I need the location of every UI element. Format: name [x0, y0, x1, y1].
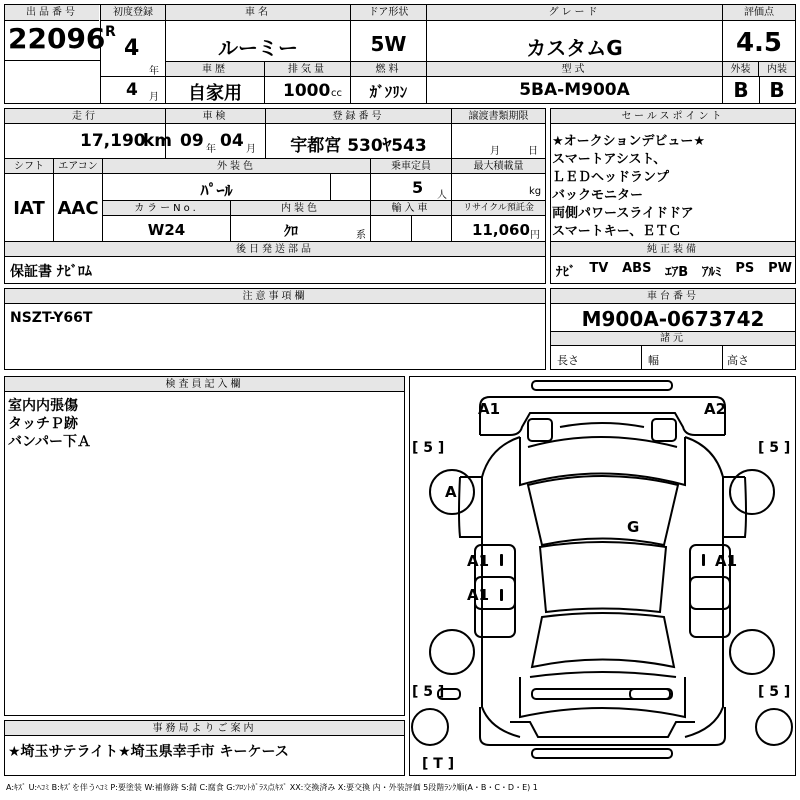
- history-label: 車歴: [166, 62, 264, 77]
- tread-label: [ T ]: [422, 756, 455, 772]
- sales-line: スマートキー、ＥＴＣ: [552, 224, 682, 239]
- equipment-label: 純正装備: [551, 242, 795, 257]
- load-label: 最大積載量: [452, 159, 545, 174]
- sales-label: セールスポイント: [551, 109, 795, 124]
- damage-mark: A: [445, 483, 457, 501]
- ac-value: AAC: [57, 198, 99, 219]
- sales-line: ★オークションデビュー★: [552, 134, 706, 149]
- office-value: ★埼玉サテライト★埼玉県幸手市 キーケース: [8, 744, 289, 760]
- mileage-value: 17,190: [80, 131, 146, 151]
- reg-year: 4: [124, 36, 140, 61]
- equipment-item: PW: [768, 261, 792, 276]
- capacity-unit: 人: [437, 190, 447, 201]
- inspector-line: 室内内張傷: [8, 398, 78, 414]
- tire-front-right: [ 5 ]: [758, 440, 791, 456]
- int-color-unit: 系: [356, 230, 366, 241]
- car-name: ルーミー: [218, 36, 298, 60]
- mileage-label: 走行: [5, 109, 165, 124]
- equipment-list: [556, 261, 792, 280]
- color-no-label: カラーNo.: [103, 201, 230, 216]
- int-color-label: 内装色: [231, 201, 370, 216]
- equipment-item: ﾅﾋﾞ: [556, 265, 576, 280]
- inspection-year-unit: 年: [206, 144, 216, 155]
- model-value: 5BA-M900A: [519, 80, 630, 100]
- sales-line: ＬＥＤヘッドランプ: [552, 170, 670, 185]
- car-diagram: [410, 377, 795, 775]
- later-parts-label: 後日発送部品: [5, 242, 545, 257]
- first-reg-label: 初度登録: [101, 5, 165, 21]
- displacement-unit: cc: [331, 88, 342, 99]
- sales-line: 両側パワースライドドア: [552, 206, 694, 221]
- transfer-month: 月: [490, 146, 500, 157]
- era: R: [105, 24, 116, 40]
- equipment-item: ｱﾙﾐ: [702, 265, 722, 280]
- fuel-label: 燃料: [351, 62, 426, 77]
- load-unit: kg: [529, 186, 542, 197]
- shift-label: シフト: [5, 159, 53, 174]
- car-name-label: 車名: [166, 5, 350, 21]
- notes-label: 注意事項欄: [5, 289, 545, 304]
- equipment-item: PS: [735, 261, 755, 276]
- damage-mark: A2: [704, 400, 727, 418]
- legend-text: A:ｷｽﾞ U:ﾍｺﾐ B:ｷｽﾞを伴うﾍｺﾐ P:要塗装 W:補修跡 S:錆 C:腐食 G:ﾌﾛﾝﾄｶﾞﾗｽ点ｷｽﾞ XX:交換済み X:要交換 内・外装評価 5段階ﾗﾝｸ順(A・B・C・D・E) 1: [6, 783, 538, 792]
- capacity-value: 5: [412, 178, 424, 197]
- color-no-value: W24: [147, 221, 186, 239]
- shift-value: IAT: [13, 198, 45, 219]
- reg-number-value: 宇都宮 530ﾔ543: [290, 136, 427, 156]
- model-label: 型式: [427, 62, 722, 77]
- ext-color-label: 外装色: [103, 159, 370, 174]
- lot-label: 出品番号: [5, 5, 99, 21]
- tire-front-left: [ 5 ]: [412, 440, 445, 456]
- interior-grade: B: [769, 78, 785, 102]
- inspection-year: 09: [180, 131, 204, 151]
- sales-line: スマートアシスト、: [552, 152, 667, 167]
- inspection-label: 車検: [166, 109, 265, 124]
- width-label: 幅: [648, 354, 659, 367]
- reg-number-label: 登録番号: [266, 109, 451, 124]
- int-color-value: ｸﾛ: [284, 224, 298, 240]
- inspector-label: 検査員記入欄: [5, 377, 404, 392]
- recycle-label: リサイクル預託金: [452, 201, 545, 216]
- reg-year-unit: 年: [149, 66, 159, 77]
- equipment-item: TV: [589, 261, 609, 276]
- inspection-month: 04: [220, 131, 244, 151]
- door-value: 5W: [370, 32, 407, 56]
- damage-mark: A1: [478, 400, 501, 418]
- transfer-day: 日: [528, 146, 538, 157]
- lot-number: 22096: [8, 22, 106, 55]
- transfer-label: 譲渡書類期限: [452, 109, 545, 124]
- reg-month: 4: [126, 80, 138, 100]
- ac-label: エアコン: [54, 159, 102, 174]
- import-label: 輸入車: [371, 201, 451, 216]
- recycle-value: 11,060: [472, 221, 530, 239]
- displacement-value: 1000: [283, 81, 331, 101]
- grade-value: カスタムG: [526, 36, 623, 60]
- chassis-label: 車台番号: [551, 289, 795, 304]
- reg-month-unit: 月: [149, 92, 159, 103]
- damage-mark: A1: [467, 586, 490, 604]
- fuel-value: ｶﾞｿﾘﾝ: [369, 83, 408, 101]
- damage-mark: A1: [715, 552, 738, 570]
- later-parts-value: 保証書 ﾅﾋﾞﾛﾑ: [10, 264, 92, 280]
- damage-mark: G: [627, 518, 640, 536]
- mileage-unit: km: [143, 131, 173, 151]
- notes-value: NSZT-Y66T: [10, 310, 93, 326]
- exterior-label: 外装: [723, 62, 759, 77]
- displacement-label: 排気量: [265, 62, 350, 77]
- capacity-label: 乗車定員: [371, 159, 451, 174]
- score-label: 評価点: [723, 5, 795, 21]
- sales-line: バックモニター: [552, 188, 644, 203]
- damage-mark: A1: [467, 552, 490, 570]
- tire-rear-right: [ 5 ]: [758, 684, 791, 700]
- spec-label: 諸元: [551, 332, 795, 346]
- office-label: 事務局よりご案内: [5, 721, 404, 736]
- grade-label: グレード: [427, 5, 722, 21]
- equipment-item: ｴｱB: [665, 265, 689, 280]
- chassis-number: M900A-0673742: [581, 307, 765, 331]
- equipment-item: ABS: [622, 261, 652, 276]
- score-value: 4.5: [735, 28, 783, 58]
- interior-label: 内装: [759, 62, 795, 77]
- exterior-grade: B: [733, 78, 749, 102]
- inspector-line: バンパー下Ａ: [8, 434, 92, 450]
- history-value: 自家用: [188, 83, 242, 104]
- tire-rear-left: [ 5 ]: [412, 684, 445, 700]
- height-label: 高さ: [727, 354, 749, 367]
- recycle-unit: 円: [530, 230, 540, 241]
- door-label: ドア形状: [351, 5, 426, 21]
- inspection-month-unit: 月: [246, 144, 256, 155]
- ext-color-value: ﾊﾟｰﾙ: [200, 181, 233, 200]
- inspector-line: タッチＰ跡: [8, 416, 78, 432]
- length-label: 長さ: [557, 354, 579, 367]
